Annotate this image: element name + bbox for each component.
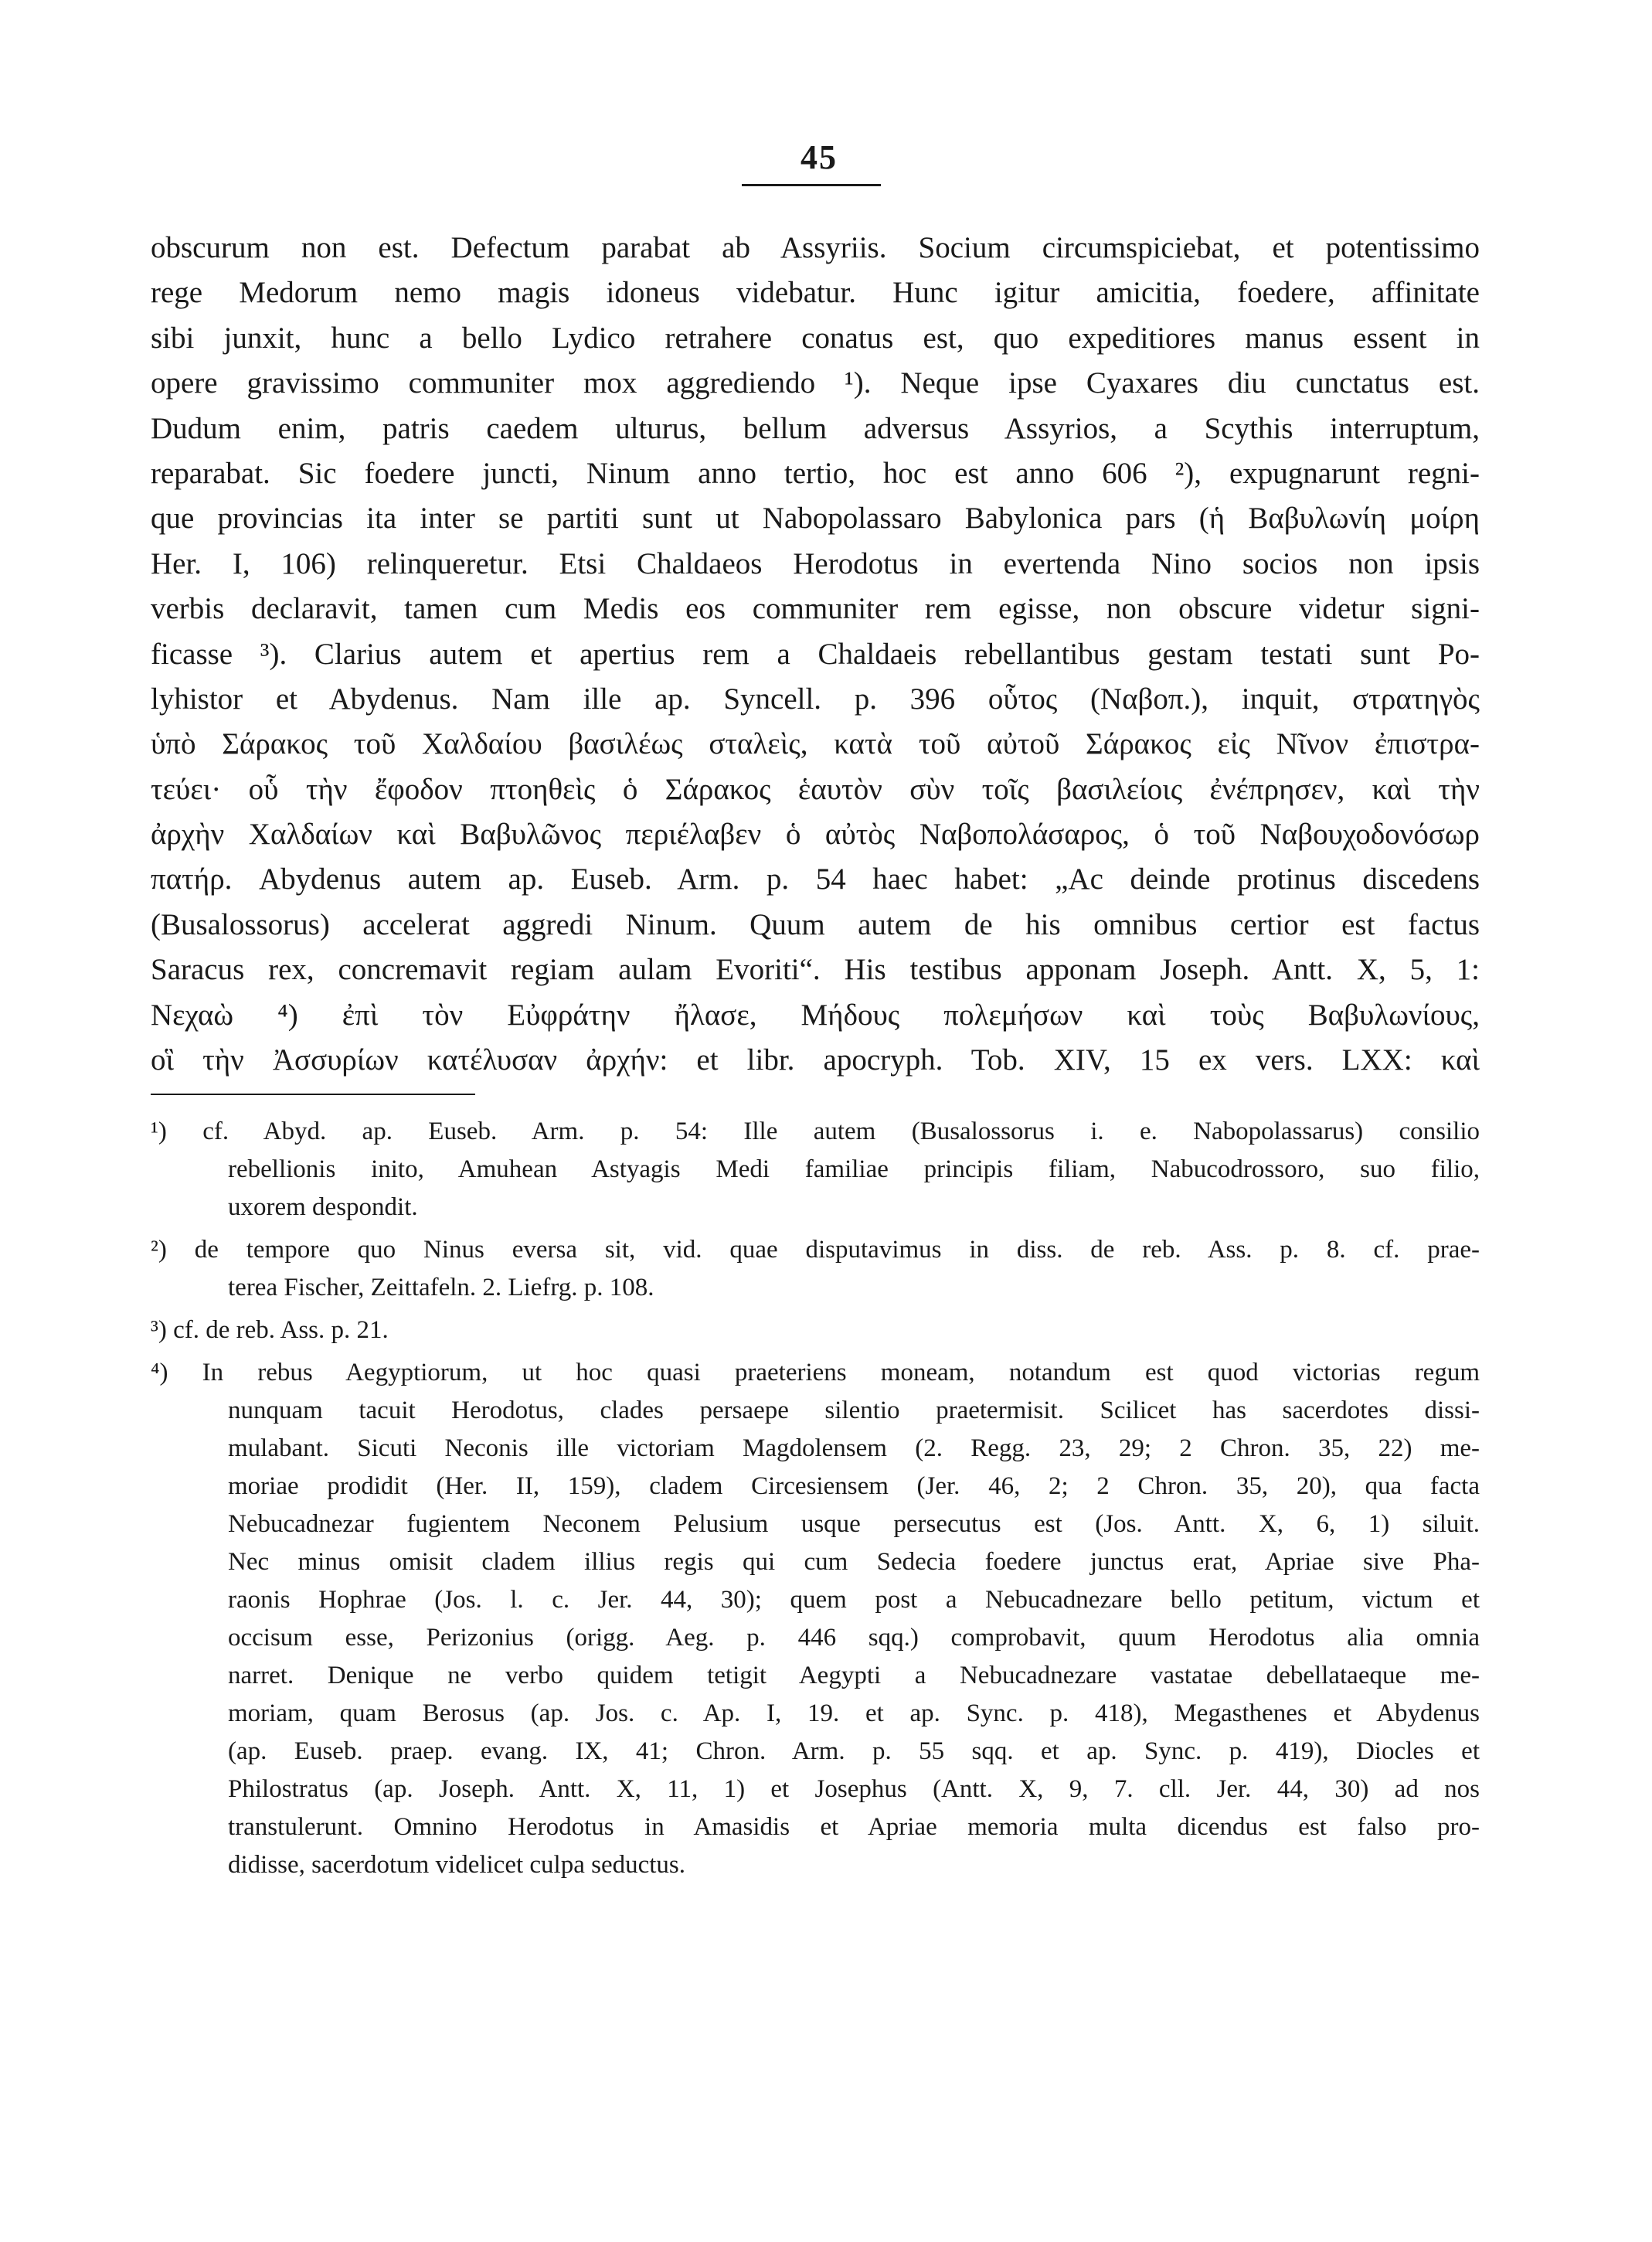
- footnote-4-line: Philostratus (ap. Joseph. Antt. X, 11, 1) et Josephus (Antt. X, 9, 7. cll. Jer. 44, 30) ad nos: [228, 1775, 1480, 1803]
- footnote-1-line: rebellionis inito, Amuhean Astyagis Medi familiae principis filiam, Nabucodrossoro, suo filio,: [228, 1155, 1480, 1183]
- text-line: reparabat. Sic foedere juncti, Ninum anno tertio, hoc est anno 606 ²), expugnarunt regni-: [151, 456, 1480, 490]
- footnotes: [151, 1113, 1480, 1884]
- text-line: Νεχαὼ ⁴) ἐπὶ τὸν Εὐφράτην ἤλασε, Μήδους πολεμήσων καὶ τοὺς Βαβυλωνίους,: [151, 998, 1480, 1032]
- footnote-1-line: ¹) cf. Abyd. ap. Euseb. Arm. p. 54: Ille autem (Busalossorus i. e. Nabopolassarus) consilio: [151, 1118, 1480, 1145]
- footnote-4-line: transtulerunt. Omnino Herodotus in Amasidis et Apriae memoria multa dicendus est falso pro-: [228, 1813, 1480, 1841]
- text-line: ὑπὸ Σάρακος τοῦ Χαλδαίου βασιλέως σταλεὶς, κατὰ τοῦ αὐτοῦ Σάρακος εἰς Νῖνον ἐπιστρα-: [151, 727, 1480, 761]
- footnote-4-line: narret. Denique ne verbo quidem tetigit Aegypti a Nebucadnezare vastatae debellataeque me-: [228, 1662, 1480, 1689]
- text-line: ἀρχὴν Χαλδαίων καὶ Βαβυλῶνος περιέλαβεν ὁ αὐτὸς Ναβοπολάσαρος, ὁ τοῦ Ναβουχοδονόσωρ: [151, 818, 1480, 852]
- page-number: 45: [801, 138, 838, 176]
- text-line: οἳ τὴν Ἀσσυρίων κατέλυσαν ἀρχήν: et libr. apocryph. Tob. XIV, 15 ex vers. LXX: καὶ: [151, 1043, 1480, 1077]
- main-text: [151, 226, 1480, 1083]
- text-line: ficasse ³). Clarius autem et apertius rem a Chaldaeis rebellantibus gestam testati sunt Po-: [151, 637, 1480, 671]
- footnote-2-line: ²) de tempore quo Ninus eversa sit, vid. quae disputavimus in diss. de reb. Ass. p. 8. cf. prae-: [151, 1236, 1480, 1264]
- text-line: lyhistor et Abydenus. Nam ille ap. Syncell. p. 396 οὗτος (Ναβοπ.), inquit, στρατηγὸς: [151, 682, 1480, 716]
- text-line: opere gravissimo communiter mox aggrediendo ¹). Neque ipse Cyaxares diu cunctatus est.: [151, 366, 1480, 400]
- footnote-4-line: ⁴) In rebus Aegyptiorum, ut hoc quasi praeteriens moneam, notandum est quod victorias regum: [151, 1359, 1480, 1386]
- footnote-4-line: (ap. Euseb. praep. evang. IX, 41; Chron. Arm. p. 55 sqq. et ap. Sync. p. 419), Diocles et: [228, 1737, 1480, 1765]
- footnote-4-line: nunquam tacuit Herodotus, clades persaepe silentio praetermisit. Scilicet has sacerdotes dissi-: [228, 1397, 1480, 1424]
- footnote-4-line: Nec minus omisit cladem illius regis qui cum Sedecia foedere junctus erat, Apriae sive Pha-: [228, 1548, 1480, 1576]
- text-line: τεύει· οὗ τὴν ἔφοδον πτοηθεὶς ὁ Σάρακος ἑαυτὸν σὺν τοῖς βασιλείοις ἐνέπρησεν, καὶ τὴν: [151, 772, 1480, 806]
- text-line: (Busalossorus) accelerat aggredi Ninum. Quum autem de his omnibus certior est factus: [151, 907, 1480, 941]
- page-number-rule: [742, 184, 881, 186]
- footnote-4-line: moriam, quam Berosus (ap. Jos. c. Ap. I, 19. et ap. Sync. p. 418), Megasthenes et Abydenus: [228, 1699, 1480, 1727]
- footnote-4-line: raonis Hophrae (Jos. l. c. Jer. 44, 30); quem post a Nebucadnezare bello petitum, victum et: [228, 1586, 1480, 1614]
- footnote-3-line: ³) cf. de reb. Ass. p. 21.: [151, 1316, 389, 1344]
- text-line: verbis declaravit, tamen cum Medis eos communiter rem egisse, non obscure videtur signi-: [151, 592, 1480, 626]
- footnote-4-line: Nebucadnezar fugientem Neconem Pelusium usque persecutus est (Jos. Antt. X, 6, 1) siluit.: [228, 1510, 1480, 1538]
- text-line: sibi junxit, hunc a bello Lydico retrahere conatus est, quo expeditiores manus essent in: [151, 321, 1480, 355]
- text-line: πατήρ. Abydenus autem ap. Euseb. Arm. p. 54 haec habet: „Ac deinde protinus discedens: [151, 862, 1480, 896]
- text-line: Dudum enim, patris caedem ulturus, bellum adversus Assyrios, a Scythis interruptum,: [151, 411, 1480, 445]
- footnote-4-line: mulabant. Sicuti Neconis ille victoriam Magdolensem (2. Regg. 23, 29; 2 Chron. 35, 22) me-: [228, 1434, 1480, 1462]
- text-line: obscurum non est. Defectum parabat ab Assyriis. Socium circumspiciebat, et potentissimo: [151, 231, 1480, 264]
- footnote-2-line: terea Fischer, Zeittafeln. 2. Liefrg. p. 108.: [228, 1274, 654, 1301]
- text-line: Her. I, 106) relinqueretur. Etsi Chaldaeos Herodotus in evertenda Nino socios non ipsis: [151, 546, 1480, 580]
- footnote-1-line: uxorem despondit.: [228, 1193, 418, 1221]
- text-line: Saracus rex, concremavit regiam aulam Evoriti“. His testibus apponam Joseph. Antt. X, 5, 1:: [151, 953, 1480, 987]
- footnote-separator: [151, 1094, 475, 1095]
- footnote-4-line: occisum esse, Perizonius (origg. Aeg. p. 446 sqq.) comprobavit, quum Herodotus alia omnia: [228, 1624, 1480, 1652]
- text-line: rege Medorum nemo magis idoneus videbatur. Hunc igitur amicitia, foedere, affinitate: [151, 276, 1480, 310]
- footnote-4-line: moriae prodidit (Her. II, 159), cladem Circesiensem (Jer. 46, 2; 2 Chron. 35, 20), qua facta: [228, 1472, 1480, 1500]
- footnote-4-line: didisse, sacerdotum videlicet culpa seductus.: [228, 1851, 686, 1879]
- text-line: que provincias ita inter se partiti sunt ut Nabopolassaro Babylonica pars (ἡ Βαβυλωνίη μοίρη: [151, 502, 1480, 536]
